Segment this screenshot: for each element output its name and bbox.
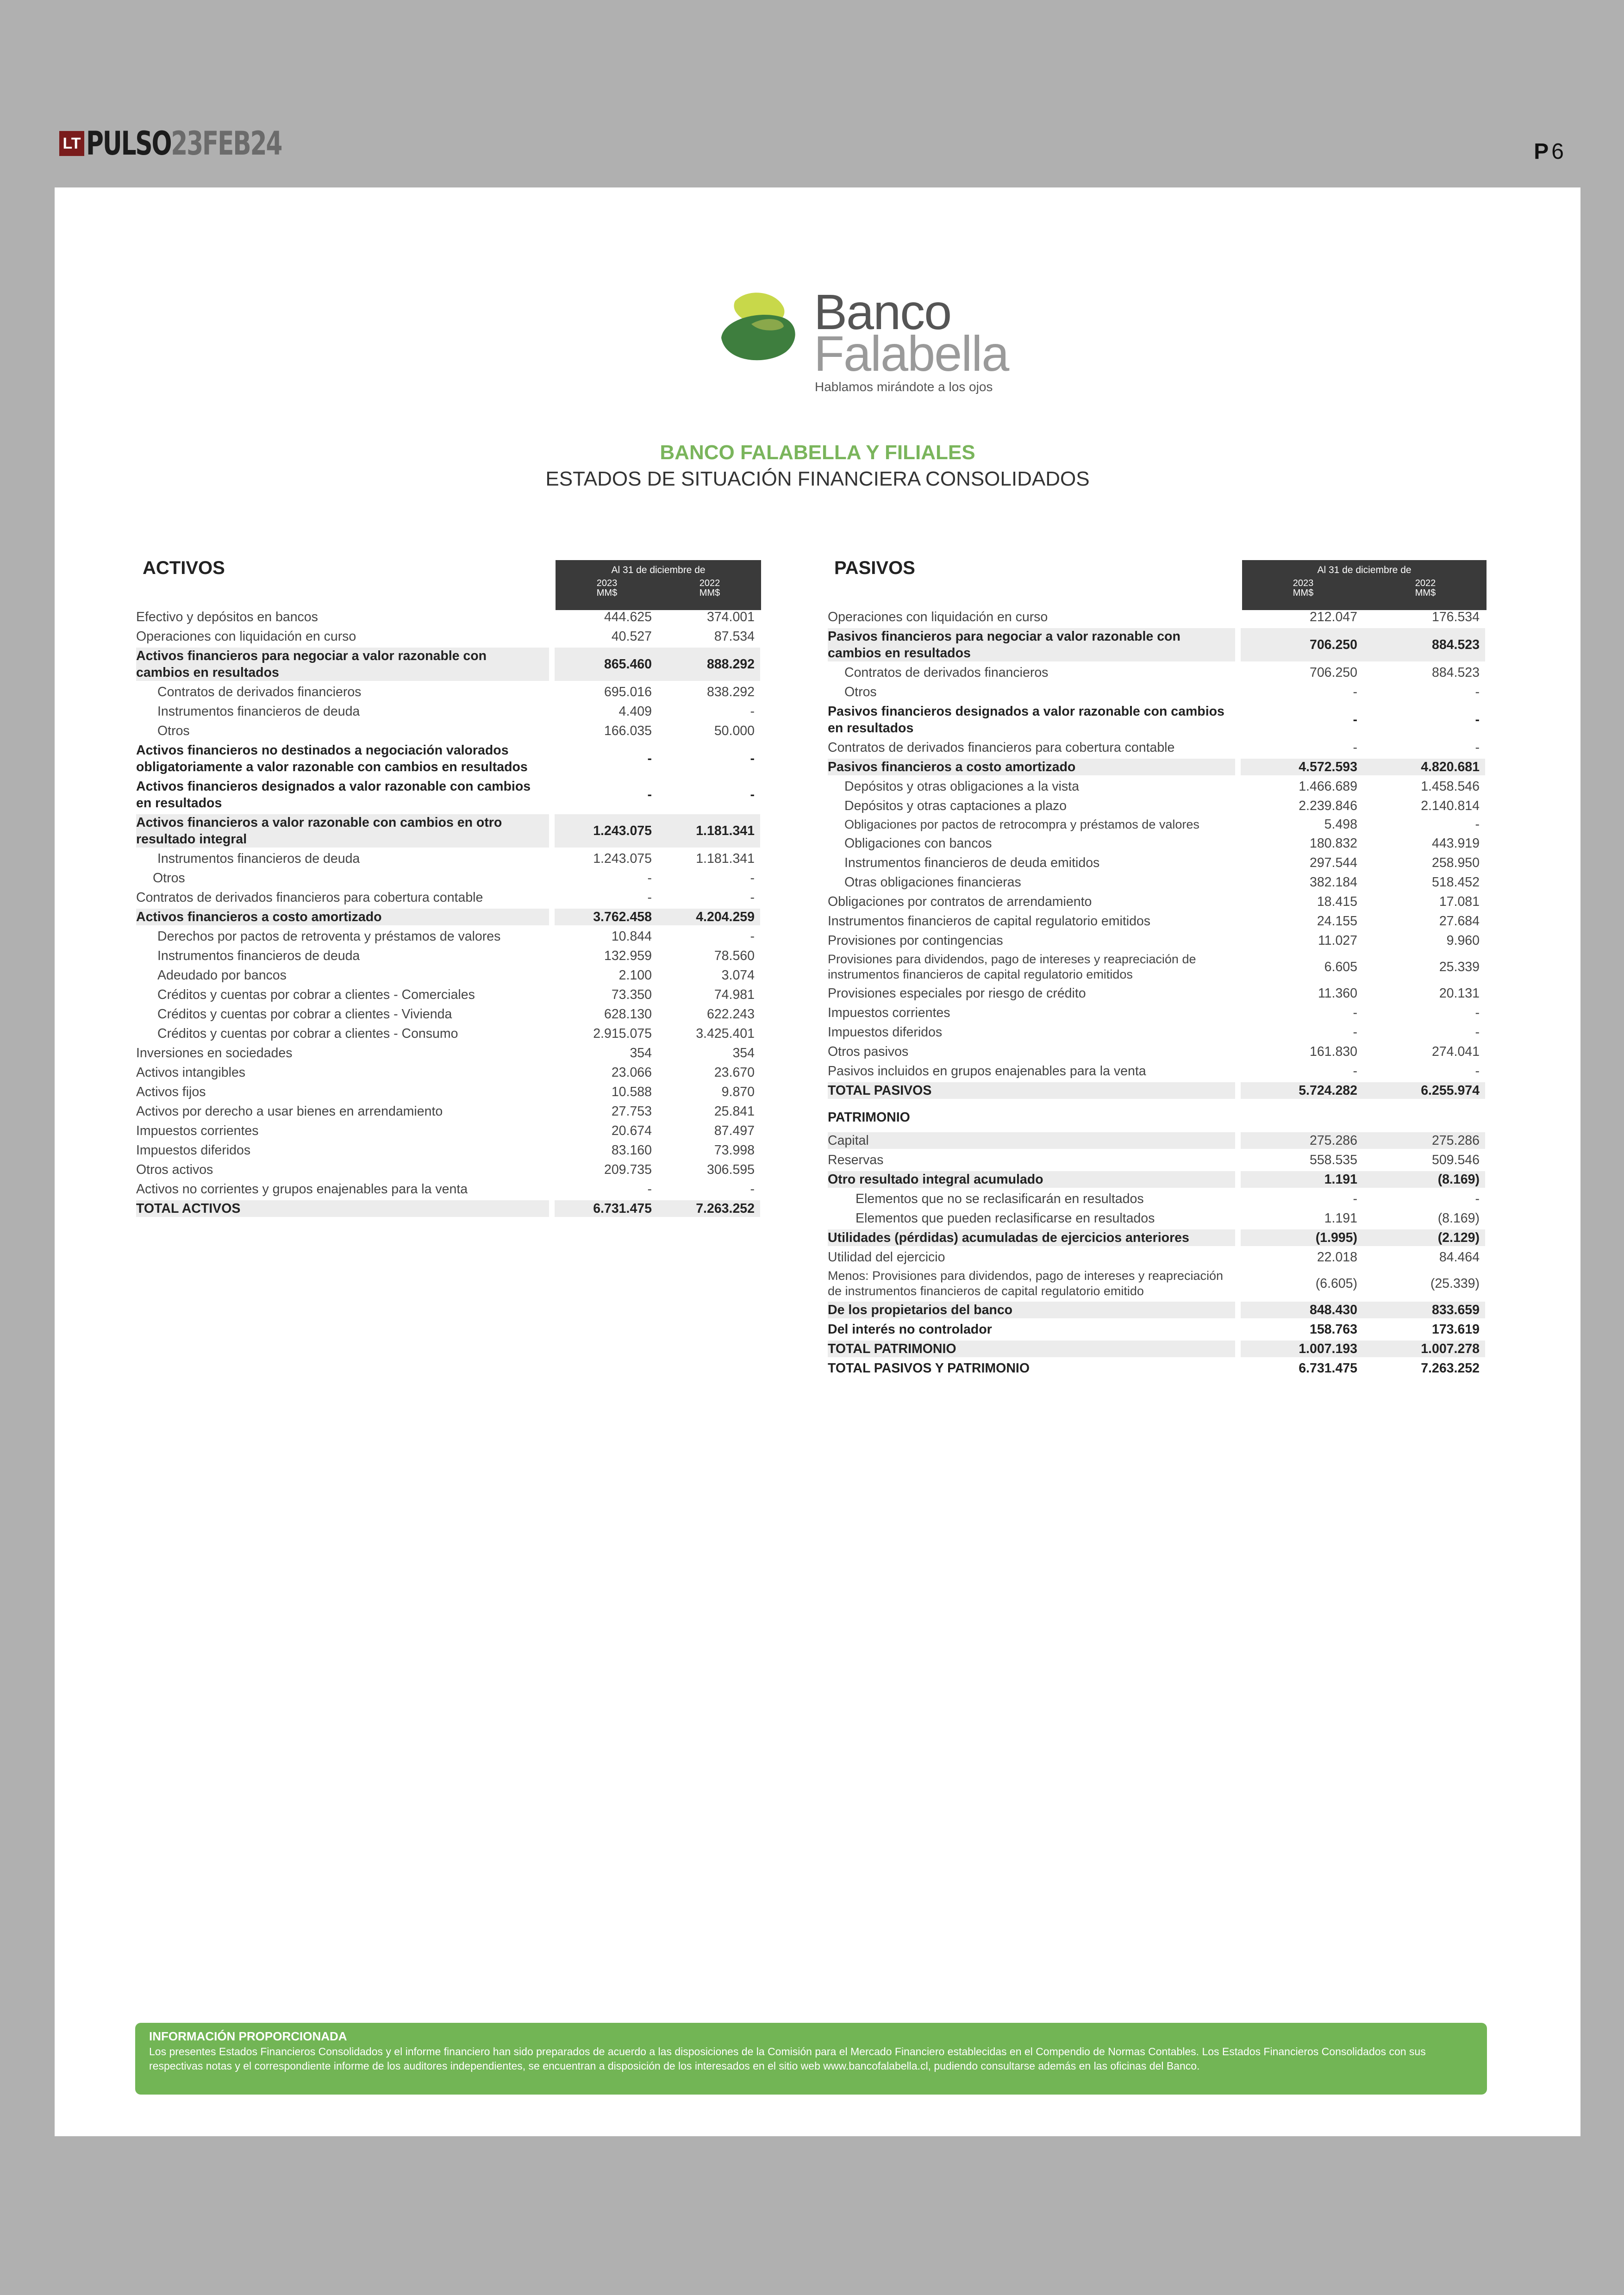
value-2022: - — [1475, 1005, 1480, 1020]
row-label: Instrumentos financieros de deuda emitidos — [844, 855, 1100, 870]
header-col-2022: 2022 MM$ — [699, 578, 720, 598]
value-2023: 158.763 — [1309, 1322, 1357, 1337]
advertisement-sheet — [55, 187, 1580, 2136]
row-label: Provisiones para dividendos, pago de intereses y reapreciación de instrumentos financieros de capital regulatorio emitidos — [828, 952, 1196, 981]
value-2022: 443.919 — [1431, 836, 1480, 851]
activos-column-header — [556, 560, 761, 610]
row-label: Activos fijos — [136, 1085, 206, 1099]
row-label: Contratos de derivados financieros para cobertura contable — [828, 740, 1175, 755]
value-2022: 17.081 — [1439, 894, 1480, 909]
logo-banco: Banco — [814, 284, 951, 340]
value-2023: 1.243.075 — [555, 814, 657, 848]
row-label: Obligaciones con bancos — [844, 836, 992, 851]
value-2022: 3.074 — [721, 967, 755, 983]
value-2023: - — [647, 787, 652, 802]
table-row — [136, 986, 760, 1003]
value-2022: 1.181.341 — [657, 814, 760, 848]
table-row — [136, 850, 760, 867]
row-label: Impuestos corrientes — [136, 1123, 259, 1138]
value-2022: - — [1475, 1063, 1480, 1079]
table-row — [828, 664, 1485, 681]
table-row — [136, 609, 760, 625]
row-label: Créditos y cuentas por cobrar a clientes - Consumo — [157, 1026, 458, 1041]
table-row — [828, 1210, 1485, 1227]
value-2023: 5.724.282 — [1241, 1082, 1363, 1099]
value-2022: 87.534 — [714, 629, 755, 644]
value-2022: (8.169) — [1437, 1210, 1480, 1226]
row-label: Instrumentos financieros de deuda — [157, 948, 360, 963]
table-row — [828, 1360, 1485, 1377]
table-row — [136, 814, 760, 848]
table-row — [828, 1321, 1485, 1338]
value-2022: - — [750, 704, 755, 719]
row-label: Elementos que no se reclasificarán en resultados — [856, 1191, 1144, 1206]
table-row — [136, 1161, 760, 1178]
value-2022: 374.001 — [706, 609, 755, 624]
table-row — [136, 948, 760, 964]
value-2022: 6.255.974 — [1363, 1082, 1485, 1099]
row-label: Menos: Provisiones para dividendos, pago de intereses y reapreciación de instrumentos financieros de capital regulatorio emitido — [828, 1269, 1223, 1298]
value-2023: - — [1353, 740, 1357, 755]
row-label: Créditos y cuentas por cobrar a clientes - Vivienda — [157, 1007, 452, 1022]
row-label: TOTAL ACTIVOS — [136, 1200, 549, 1217]
value-2023: 1.243.075 — [593, 851, 652, 866]
row-label: Obligaciones por pactos de retrocompra y préstamos de valores — [844, 817, 1199, 831]
value-2023: 20.674 — [611, 1123, 652, 1138]
value-2023: 865.460 — [555, 648, 657, 681]
value-2022: 2.140.814 — [1421, 798, 1480, 813]
row-label: Utilidad del ejercicio — [828, 1250, 945, 1265]
masthead — [59, 125, 350, 162]
table-row — [136, 967, 760, 984]
value-2023: 695.016 — [604, 684, 652, 699]
row-label: Otros — [153, 871, 185, 886]
value-2023: 166.035 — [604, 723, 652, 738]
table-row — [136, 928, 760, 945]
row-label: Derechos por pactos de retroventa y préstamos de valores — [157, 929, 501, 944]
table-row — [828, 932, 1485, 949]
value-2023: 22.018 — [1317, 1249, 1357, 1265]
table-row — [828, 1171, 1485, 1188]
value-2022: 9.870 — [721, 1084, 755, 1099]
value-2022: - — [750, 890, 755, 905]
row-label: TOTAL PATRIMONIO — [828, 1341, 1235, 1357]
table-row — [136, 648, 760, 681]
row-label: Efectivo y depósitos en bancos — [136, 610, 318, 624]
value-2022: 4.820.681 — [1363, 759, 1485, 775]
value-2023: 6.731.475 — [555, 1200, 657, 1217]
value-2023: - — [647, 751, 652, 766]
value-2023: 10.588 — [611, 1084, 652, 1099]
row-label: De los propietarios del banco — [828, 1302, 1235, 1318]
row-label: Activos financieros a costo amortizado — [136, 909, 549, 925]
row-label: Del interés no controlador — [828, 1322, 992, 1337]
value-2023: 6.605 — [1324, 959, 1357, 974]
value-2023: 706.250 — [1309, 665, 1357, 680]
value-2023: 1.466.689 — [1299, 779, 1357, 794]
row-label: Contratos de derivados financieros para cobertura contable — [136, 890, 483, 905]
value-2023: 83.160 — [611, 1142, 652, 1158]
value-2022: 7.263.252 — [1421, 1360, 1480, 1376]
table-row — [828, 1268, 1485, 1299]
row-label: Activos financieros no destinados a negociación valorados obligatoriamente a valor razonable con cambios en resultados — [136, 743, 528, 774]
row-label: Pasivos financieros designados a valor razonable con cambios en resultados — [828, 704, 1224, 736]
info-box — [135, 2023, 1487, 2095]
row-label: Instrumentos financieros de capital regulatorio emitidos — [828, 914, 1151, 929]
row-label: Reservas — [828, 1153, 884, 1167]
row-label: Activos no corrientes y grupos enajenables para la venta — [136, 1182, 468, 1197]
value-2023: 161.830 — [1309, 1044, 1357, 1059]
value-2023: 297.544 — [1309, 855, 1357, 870]
value-2023: - — [647, 870, 652, 886]
table-row — [828, 798, 1485, 814]
value-2023: 382.184 — [1309, 874, 1357, 890]
row-label: Otros — [844, 685, 877, 699]
value-2022: 888.292 — [657, 648, 760, 681]
value-2022: - — [1475, 817, 1480, 832]
table-row — [828, 1082, 1485, 1099]
row-label: Activos por derecho a usar bienes en arrendamiento — [136, 1104, 443, 1119]
table-row — [828, 703, 1485, 736]
value-2023: 4.409 — [618, 704, 652, 719]
value-2022: (2.129) — [1363, 1229, 1485, 1246]
row-label: Elementos que pueden reclasificarse en resultados — [856, 1211, 1155, 1226]
info-text: Los presentes Estados Financieros Consolidados y el informe financiero han sido preparados de acuerdo a las disposiciones de la Comisión para el Mercado Financiero establecidas en el Compendio de Normas Contables. Los Estados Financieros Consolidados con sus respectivas notas y el correspondiente informe de los auditores independientes, se encuentran a disposición de los interesados en el sitio web www.bancofalabella.cl, pudiendo consultarse además en las oficinas del Banco. — [149, 2046, 1426, 2072]
value-2023: 2.100 — [618, 967, 652, 983]
value-2022: 7.263.252 — [657, 1200, 760, 1217]
value-2023: (6.605) — [1315, 1276, 1357, 1291]
table-row — [828, 1229, 1485, 1246]
value-2023: 132.959 — [604, 948, 652, 963]
value-2022: 884.523 — [1431, 665, 1480, 680]
value-2023: - — [1353, 712, 1357, 727]
row-label: Activos intangibles — [136, 1065, 246, 1080]
value-2023: - — [647, 890, 652, 905]
value-2023: 10.844 — [611, 929, 652, 944]
row-label: Capital — [828, 1132, 1235, 1149]
value-2022: 3.425.401 — [696, 1026, 755, 1041]
value-2023: (1.995) — [1241, 1229, 1363, 1246]
row-label: Pasivos financieros a costo amortizado — [828, 759, 1235, 775]
row-label: Obligaciones por contratos de arrendamiento — [828, 894, 1092, 909]
row-label: TOTAL PASIVOS — [828, 1082, 1235, 1099]
table-row — [136, 870, 760, 886]
value-2023: 24.155 — [1317, 913, 1357, 929]
value-2022: - — [1475, 1191, 1480, 1206]
table-row — [828, 1302, 1485, 1318]
row-label: Impuestos diferidos — [828, 1025, 943, 1040]
value-2023: 73.350 — [611, 987, 652, 1002]
pasivos-rows — [828, 609, 1485, 1099]
value-2022: 833.659 — [1363, 1302, 1485, 1318]
table-row — [828, 893, 1485, 910]
value-2022: 275.286 — [1363, 1132, 1485, 1149]
value-2022: 84.464 — [1439, 1249, 1480, 1265]
table-row — [136, 1045, 760, 1061]
table-row — [136, 778, 760, 811]
value-2022: 50.000 — [714, 723, 755, 738]
row-label: TOTAL PASIVOS Y PATRIMONIO — [828, 1361, 1030, 1376]
value-2022: 884.523 — [1363, 628, 1485, 661]
info-title: INFORMACIÓN PROPORCIONADA — [149, 2029, 347, 2043]
pulso-name: PULSO — [86, 125, 171, 162]
value-2022: 25.841 — [714, 1104, 755, 1119]
value-2022: 87.497 — [714, 1123, 755, 1138]
row-label: Provisiones especiales por riesgo de crédito — [828, 986, 1086, 1001]
value-2022: 306.595 — [706, 1162, 755, 1177]
value-2022: - — [1475, 684, 1480, 699]
value-2022: (25.339) — [1430, 1276, 1480, 1291]
lt-logo: LT — [59, 131, 84, 156]
table-row — [828, 1341, 1485, 1357]
value-2023: 3.762.458 — [555, 909, 657, 925]
row-label: Pasivos incluidos en grupos enajenables para la venta — [828, 1064, 1146, 1079]
report-subtitle: ESTADOS DE SITUACIÓN FINANCIERA CONSOLIDADOS — [545, 468, 1090, 490]
table-row — [828, 1063, 1485, 1079]
value-2022: - — [750, 787, 755, 802]
page-prefix: P — [1534, 139, 1549, 164]
value-2022: 509.546 — [1431, 1152, 1480, 1167]
table-row — [136, 1200, 760, 1217]
table-row — [136, 628, 760, 645]
value-2023: 1.191 — [1241, 1171, 1363, 1188]
value-2022: (8.169) — [1363, 1171, 1485, 1188]
value-2023: 4.572.593 — [1241, 759, 1363, 775]
value-2023: 40.527 — [611, 629, 652, 644]
value-2023: 628.130 — [604, 1006, 652, 1022]
falabella-leaf-icon — [717, 282, 809, 375]
row-label: Activos financieros a valor razonable con cambios en otro resultado integral — [136, 814, 549, 848]
row-label: Otro resultado integral acumulado — [828, 1171, 1235, 1188]
row-label: Instrumentos financieros de deuda — [157, 704, 360, 719]
value-2022: 274.041 — [1431, 1044, 1480, 1059]
row-label: Créditos y cuentas por cobrar a clientes - Comerciales — [157, 987, 475, 1002]
value-2023: 11.360 — [1318, 985, 1357, 1001]
page-number — [1534, 139, 1564, 164]
value-2022: 838.292 — [706, 684, 755, 699]
value-2022: 73.998 — [714, 1142, 755, 1158]
value-2023: 180.832 — [1309, 836, 1357, 851]
table-row — [136, 703, 760, 720]
row-label: Utilidades (pérdidas) acumuladas de ejercicios anteriores — [828, 1229, 1235, 1246]
table-row — [136, 723, 760, 739]
patrimonio-heading-row — [828, 1109, 1485, 1126]
table-row — [828, 628, 1485, 661]
row-label: Pasivos financieros para negociar a valor razonable con cambios en resultados — [828, 628, 1235, 661]
row-label: Adeudado por bancos — [157, 968, 287, 983]
value-2023: 212.047 — [1309, 609, 1357, 624]
table-row — [136, 1181, 760, 1197]
table-row — [136, 1142, 760, 1159]
value-2023: - — [1353, 1024, 1357, 1040]
table-row — [828, 1249, 1485, 1266]
table-row — [828, 609, 1485, 625]
value-2022: - — [750, 751, 755, 766]
value-2022: - — [1475, 740, 1480, 755]
row-label: Otros pasivos — [828, 1044, 909, 1059]
value-2022: 78.560 — [714, 948, 755, 963]
header-col-2023: 2023 MM$ — [596, 578, 618, 598]
value-2023: 2.239.846 — [1299, 798, 1357, 813]
table-row — [828, 759, 1485, 775]
value-2022: 74.981 — [714, 987, 755, 1002]
table-row — [828, 778, 1485, 795]
row-label: Operaciones con liquidación en curso — [828, 610, 1048, 624]
value-2023: 1.191 — [1324, 1210, 1357, 1226]
table-row — [828, 1043, 1485, 1060]
row-label: Impuestos corrientes — [828, 1005, 950, 1020]
value-2022: 27.684 — [1439, 913, 1480, 929]
value-2023: 848.430 — [1241, 1302, 1363, 1318]
value-2023: 706.250 — [1241, 628, 1363, 661]
row-label: Otros activos — [136, 1162, 213, 1177]
row-label: Operaciones con liquidación en curso — [136, 629, 356, 644]
row-label: Contratos de derivados financieros — [844, 665, 1049, 680]
row-label: Impuestos diferidos — [136, 1143, 251, 1158]
header-col-2022: 2022 MM$ — [1415, 578, 1436, 598]
value-2023: 11.027 — [1318, 933, 1357, 948]
value-2022: 9.960 — [1446, 933, 1480, 948]
row-label: Depósitos y otras obligaciones a la vista — [844, 779, 1079, 794]
value-2023: - — [1353, 1191, 1357, 1206]
table-row — [828, 684, 1485, 700]
row-label: Contratos de derivados financieros — [157, 685, 362, 699]
pasivos-patrimonio-table — [828, 609, 1485, 1379]
row-label: Inversiones en sociedades — [136, 1046, 293, 1060]
value-2023: - — [1353, 684, 1357, 699]
value-2022: 25.339 — [1439, 959, 1480, 974]
table-row — [828, 1191, 1485, 1207]
row-label: Provisiones por contingencias — [828, 933, 1003, 948]
value-2022: 173.619 — [1431, 1322, 1480, 1337]
header-date-label: Al 31 de diciembre de — [1317, 565, 1412, 575]
pasivos-title: PASIVOS — [834, 558, 915, 578]
value-2023: - — [647, 1181, 652, 1197]
report-title: BANCO FALABELLA Y FILIALES — [660, 441, 975, 464]
value-2022: 1.007.278 — [1363, 1341, 1485, 1357]
row-label: Depósitos y otras captaciones a plazo — [844, 798, 1067, 813]
value-2023: 2.915.075 — [593, 1026, 652, 1041]
value-2022: 4.204.259 — [657, 909, 760, 925]
table-row — [828, 1024, 1485, 1041]
patrimonio-title: PATRIMONIO — [828, 1110, 910, 1125]
value-2022: - — [750, 929, 755, 944]
value-2022: 258.950 — [1431, 855, 1480, 870]
table-row — [828, 739, 1485, 756]
table-row — [136, 742, 760, 775]
value-2022: - — [750, 1181, 755, 1197]
value-2023: 558.535 — [1309, 1152, 1357, 1167]
table-row — [136, 684, 760, 700]
value-2022: - — [750, 870, 755, 886]
value-2022: 518.452 — [1431, 874, 1480, 890]
row-label: Instrumentos financieros de deuda — [157, 851, 360, 866]
table-row — [828, 913, 1485, 929]
value-2023: 444.625 — [604, 609, 652, 624]
header-col-2023: 2023 MM$ — [1293, 578, 1314, 598]
value-2022: - — [1475, 1024, 1480, 1040]
row-label: Activos financieros designados a valor razonable con cambios en resultados — [136, 779, 531, 811]
table-row — [828, 817, 1485, 832]
table-row — [136, 1025, 760, 1042]
value-2022: 20.131 — [1439, 985, 1480, 1001]
table-row — [828, 854, 1485, 871]
pasivos-column-header — [1242, 560, 1487, 610]
table-row — [828, 1132, 1485, 1149]
table-row — [136, 909, 760, 925]
value-2023: - — [1353, 1063, 1357, 1079]
value-2023: 5.498 — [1324, 817, 1357, 832]
table-row — [828, 1152, 1485, 1168]
value-2023: 23.066 — [611, 1065, 652, 1080]
activos-table — [136, 609, 760, 1220]
value-2023: 209.735 — [604, 1162, 652, 1177]
table-row — [828, 985, 1485, 1002]
header-date-label: Al 31 de diciembre de — [611, 565, 706, 575]
page-number-value: 6 — [1551, 139, 1564, 164]
logo-tagline: Hablamos mirándote a los ojos — [815, 380, 993, 394]
patrimonio-rows — [828, 1132, 1485, 1377]
value-2022: 1.458.546 — [1421, 779, 1480, 794]
table-row — [136, 1103, 760, 1120]
row-label: Otros — [157, 723, 190, 738]
value-2022: 23.670 — [714, 1065, 755, 1080]
value-2023: 6.731.475 — [1299, 1360, 1357, 1376]
value-2023: 18.415 — [1317, 894, 1357, 909]
value-2023: 354 — [630, 1045, 652, 1060]
table-row — [828, 952, 1485, 982]
value-2023: - — [1353, 1005, 1357, 1020]
table-row — [828, 835, 1485, 852]
value-2022: 622.243 — [706, 1006, 755, 1022]
value-2023: 27.753 — [611, 1104, 652, 1119]
value-2022: 354 — [732, 1045, 755, 1060]
value-2022: - — [1475, 712, 1480, 727]
table-row — [828, 874, 1485, 891]
value-2022: 1.181.341 — [696, 851, 755, 866]
table-row — [136, 1123, 760, 1139]
table-row — [136, 889, 760, 906]
table-row — [136, 1084, 760, 1100]
row-label: Activos financieros para negociar a valor razonable con cambios en resultados — [136, 648, 549, 681]
value-2023: 275.286 — [1241, 1132, 1363, 1149]
table-row — [136, 1064, 760, 1081]
table-row — [828, 1004, 1485, 1021]
row-label: Otras obligaciones financieras — [844, 875, 1021, 890]
value-2023: 1.007.193 — [1241, 1341, 1363, 1357]
logo-falabella: Falabella — [814, 325, 1009, 381]
activos-title: ACTIVOS — [143, 558, 225, 578]
table-row — [136, 1006, 760, 1023]
banco-falabella-logo — [717, 282, 1018, 398]
pulso-wordmark — [86, 125, 281, 162]
value-2022: 176.534 — [1431, 609, 1480, 624]
edition-date: 23FEB24 — [171, 125, 282, 162]
